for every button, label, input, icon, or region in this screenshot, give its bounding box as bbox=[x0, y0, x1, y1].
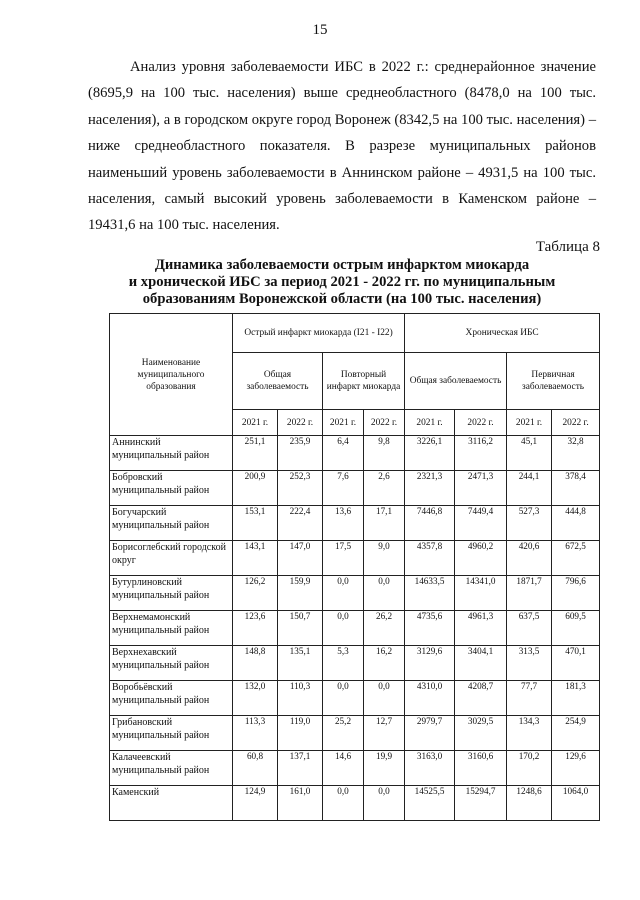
table-row bbox=[110, 506, 600, 541]
value-cell: 0,0 bbox=[364, 786, 405, 821]
value-cell: 527,3 bbox=[507, 506, 552, 541]
value-cell: 378,4 bbox=[552, 471, 600, 506]
value-cell: 132,0 bbox=[233, 681, 278, 716]
value-cell: 0,0 bbox=[364, 681, 405, 716]
value-cell: 7446,8 bbox=[405, 506, 455, 541]
value-cell: 470,1 bbox=[552, 646, 600, 681]
municipality-name: Каменский bbox=[110, 786, 233, 821]
value-cell: 45,1 bbox=[507, 436, 552, 471]
value-cell: 148,8 bbox=[233, 646, 278, 681]
year-header: 2022 г. bbox=[278, 410, 323, 436]
value-cell: 4960,2 bbox=[455, 541, 507, 576]
value-cell: 222,4 bbox=[278, 506, 323, 541]
value-cell: 60,8 bbox=[233, 751, 278, 786]
value-cell: 420,6 bbox=[507, 541, 552, 576]
value-cell: 1064,0 bbox=[552, 786, 600, 821]
value-cell: 137,1 bbox=[278, 751, 323, 786]
value-cell: 14341,0 bbox=[455, 576, 507, 611]
value-cell: 3163,0 bbox=[405, 751, 455, 786]
value-cell: 7,6 bbox=[323, 471, 364, 506]
value-cell: 26,2 bbox=[364, 611, 405, 646]
value-cell: 9,8 bbox=[364, 436, 405, 471]
municipality-name: Аннинский муниципальный район bbox=[110, 436, 233, 471]
value-cell: 796,6 bbox=[552, 576, 600, 611]
value-cell: 113,3 bbox=[233, 716, 278, 751]
value-cell: 2,6 bbox=[364, 471, 405, 506]
table-row bbox=[110, 436, 600, 471]
table-row bbox=[110, 716, 600, 751]
table-row bbox=[110, 471, 600, 506]
year-header: 2022 г. bbox=[364, 410, 405, 436]
value-cell: 124,9 bbox=[233, 786, 278, 821]
value-cell: 609,5 bbox=[552, 611, 600, 646]
table-row bbox=[110, 646, 600, 681]
value-cell: 119,0 bbox=[278, 716, 323, 751]
value-cell: 19,9 bbox=[364, 751, 405, 786]
value-cell: 150,7 bbox=[278, 611, 323, 646]
column-header-primary-morbidity: Первичная заболеваемость bbox=[507, 353, 600, 410]
value-cell: 235,9 bbox=[278, 436, 323, 471]
value-cell: 3160,6 bbox=[455, 751, 507, 786]
table-label: Таблица 8 bbox=[535, 239, 600, 255]
value-cell: 12,7 bbox=[364, 716, 405, 751]
table-title bbox=[88, 257, 596, 308]
value-cell: 252,3 bbox=[278, 471, 323, 506]
value-cell: 13,6 bbox=[323, 506, 364, 541]
value-cell: 200,9 bbox=[233, 471, 278, 506]
table-row bbox=[110, 541, 600, 576]
value-cell: 14525,5 bbox=[405, 786, 455, 821]
value-cell: 4310,0 bbox=[405, 681, 455, 716]
value-cell: 14,6 bbox=[323, 751, 364, 786]
value-cell: 0,0 bbox=[323, 681, 364, 716]
value-cell: 0,0 bbox=[364, 576, 405, 611]
year-header: 2022 г. bbox=[552, 410, 600, 436]
municipality-name: Верхнехавский муниципальный район bbox=[110, 646, 233, 681]
column-header-name: Наименование муниципального образования bbox=[110, 314, 233, 436]
municipality-name: Калачеевский муниципальный район bbox=[110, 751, 233, 786]
value-cell: 637,5 bbox=[507, 611, 552, 646]
value-cell: 77,7 bbox=[507, 681, 552, 716]
value-cell: 672,5 bbox=[552, 541, 600, 576]
value-cell: 4208,7 bbox=[455, 681, 507, 716]
table-title-line: образованиям Воронежской области (на 100 тыс. населения) bbox=[142, 291, 542, 307]
value-cell: 3116,2 bbox=[455, 436, 507, 471]
value-cell: 313,5 bbox=[507, 646, 552, 681]
value-cell: 17,5 bbox=[323, 541, 364, 576]
table-row bbox=[110, 681, 600, 716]
table-title-line: и хронической ИБС за период 2021 - 2022 гг. по муниципальным bbox=[128, 274, 556, 290]
value-cell: 7449,4 bbox=[455, 506, 507, 541]
value-cell: 9,0 bbox=[364, 541, 405, 576]
table-row bbox=[110, 751, 600, 786]
value-cell: 3226,1 bbox=[405, 436, 455, 471]
municipality-name: Грибановский муниципальный район bbox=[110, 716, 233, 751]
analysis-paragraph: Анализ уровня заболеваемости ИБС в 2022 г.: среднерайонное значение (8695,9 на 100 тыс. населения) выше среднеобластного (8478,0 на 100 тыс. населения), а в городском округе город Воронеж (8342,5 на 100 тыс. населения) – ниже среднеобластного показателя. В разрезе муниципальных районов наименьший уровень заболеваемости в Аннинском районе – 4931,5 на 100 тыс. населения, самый высокий уровень заболеваемости в Каменском районе – 19431,6 на 100 тыс. населения. bbox=[88, 59, 596, 234]
year-header: 2022 г. bbox=[455, 410, 507, 436]
value-cell: 1871,7 bbox=[507, 576, 552, 611]
column-group-acute-mi: Острый инфаркт миокарда (I21 - I22) bbox=[233, 314, 405, 353]
value-cell: 159,9 bbox=[278, 576, 323, 611]
value-cell: 110,3 bbox=[278, 681, 323, 716]
page-number: 15 bbox=[312, 22, 328, 38]
value-cell: 161,0 bbox=[278, 786, 323, 821]
municipality-name: Бутурлиновский муниципальный район bbox=[110, 576, 233, 611]
value-cell: 3129,6 bbox=[405, 646, 455, 681]
value-cell: 251,1 bbox=[233, 436, 278, 471]
municipality-name: Воробьёвский муниципальный район bbox=[110, 681, 233, 716]
municipality-name: Бобровский муниципальный район bbox=[110, 471, 233, 506]
value-cell: 126,2 bbox=[233, 576, 278, 611]
value-cell: 170,2 bbox=[507, 751, 552, 786]
value-cell: 5,3 bbox=[323, 646, 364, 681]
value-cell: 129,6 bbox=[552, 751, 600, 786]
value-cell: 143,1 bbox=[233, 541, 278, 576]
value-cell: 14633,5 bbox=[405, 576, 455, 611]
year-header: 2021 г. bbox=[233, 410, 278, 436]
table-row bbox=[110, 576, 600, 611]
value-cell: 153,1 bbox=[233, 506, 278, 541]
table-row bbox=[110, 786, 600, 821]
value-cell: 123,6 bbox=[233, 611, 278, 646]
value-cell: 15294,7 bbox=[455, 786, 507, 821]
value-cell: 147,0 bbox=[278, 541, 323, 576]
table-body bbox=[110, 436, 600, 821]
year-header: 2021 г. bbox=[507, 410, 552, 436]
value-cell: 1248,6 bbox=[507, 786, 552, 821]
municipality-name: Верхнемамонский муниципальный район bbox=[110, 611, 233, 646]
value-cell: 25,2 bbox=[323, 716, 364, 751]
municipality-name: Борисоглебский городской округ bbox=[110, 541, 233, 576]
value-cell: 0,0 bbox=[323, 611, 364, 646]
column-header-total-morbidity: Общая заболеваемость bbox=[233, 353, 323, 410]
value-cell: 135,1 bbox=[278, 646, 323, 681]
value-cell: 444,8 bbox=[552, 506, 600, 541]
year-header: 2021 г. bbox=[323, 410, 364, 436]
value-cell: 6,4 bbox=[323, 436, 364, 471]
value-cell: 3404,1 bbox=[455, 646, 507, 681]
value-cell: 4961,3 bbox=[455, 611, 507, 646]
value-cell: 16,2 bbox=[364, 646, 405, 681]
table-title-line: Динамика заболеваемости острым инфарктом миокарда bbox=[154, 257, 530, 273]
value-cell: 4735,6 bbox=[405, 611, 455, 646]
morbidity-table bbox=[109, 313, 600, 821]
column-header-total-morbidity-chd: Общая заболеваемость bbox=[405, 353, 507, 410]
value-cell: 0,0 bbox=[323, 576, 364, 611]
value-cell: 2471,3 bbox=[455, 471, 507, 506]
value-cell: 2321,3 bbox=[405, 471, 455, 506]
value-cell: 32,8 bbox=[552, 436, 600, 471]
value-cell: 17,1 bbox=[364, 506, 405, 541]
value-cell: 4357,8 bbox=[405, 541, 455, 576]
value-cell: 0,0 bbox=[323, 786, 364, 821]
value-cell: 254,9 bbox=[552, 716, 600, 751]
value-cell: 3029,5 bbox=[455, 716, 507, 751]
value-cell: 134,3 bbox=[507, 716, 552, 751]
value-cell: 2979,7 bbox=[405, 716, 455, 751]
value-cell: 181,3 bbox=[552, 681, 600, 716]
value-cell: 244,1 bbox=[507, 471, 552, 506]
column-group-chronic-ihd: Хроническая ИБС bbox=[405, 314, 600, 353]
year-header: 2021 г. bbox=[405, 410, 455, 436]
municipality-name: Богучарский муниципальный район bbox=[110, 506, 233, 541]
table-row bbox=[110, 611, 600, 646]
column-header-repeat-mi: Повторный инфаркт миокарда bbox=[323, 353, 405, 410]
